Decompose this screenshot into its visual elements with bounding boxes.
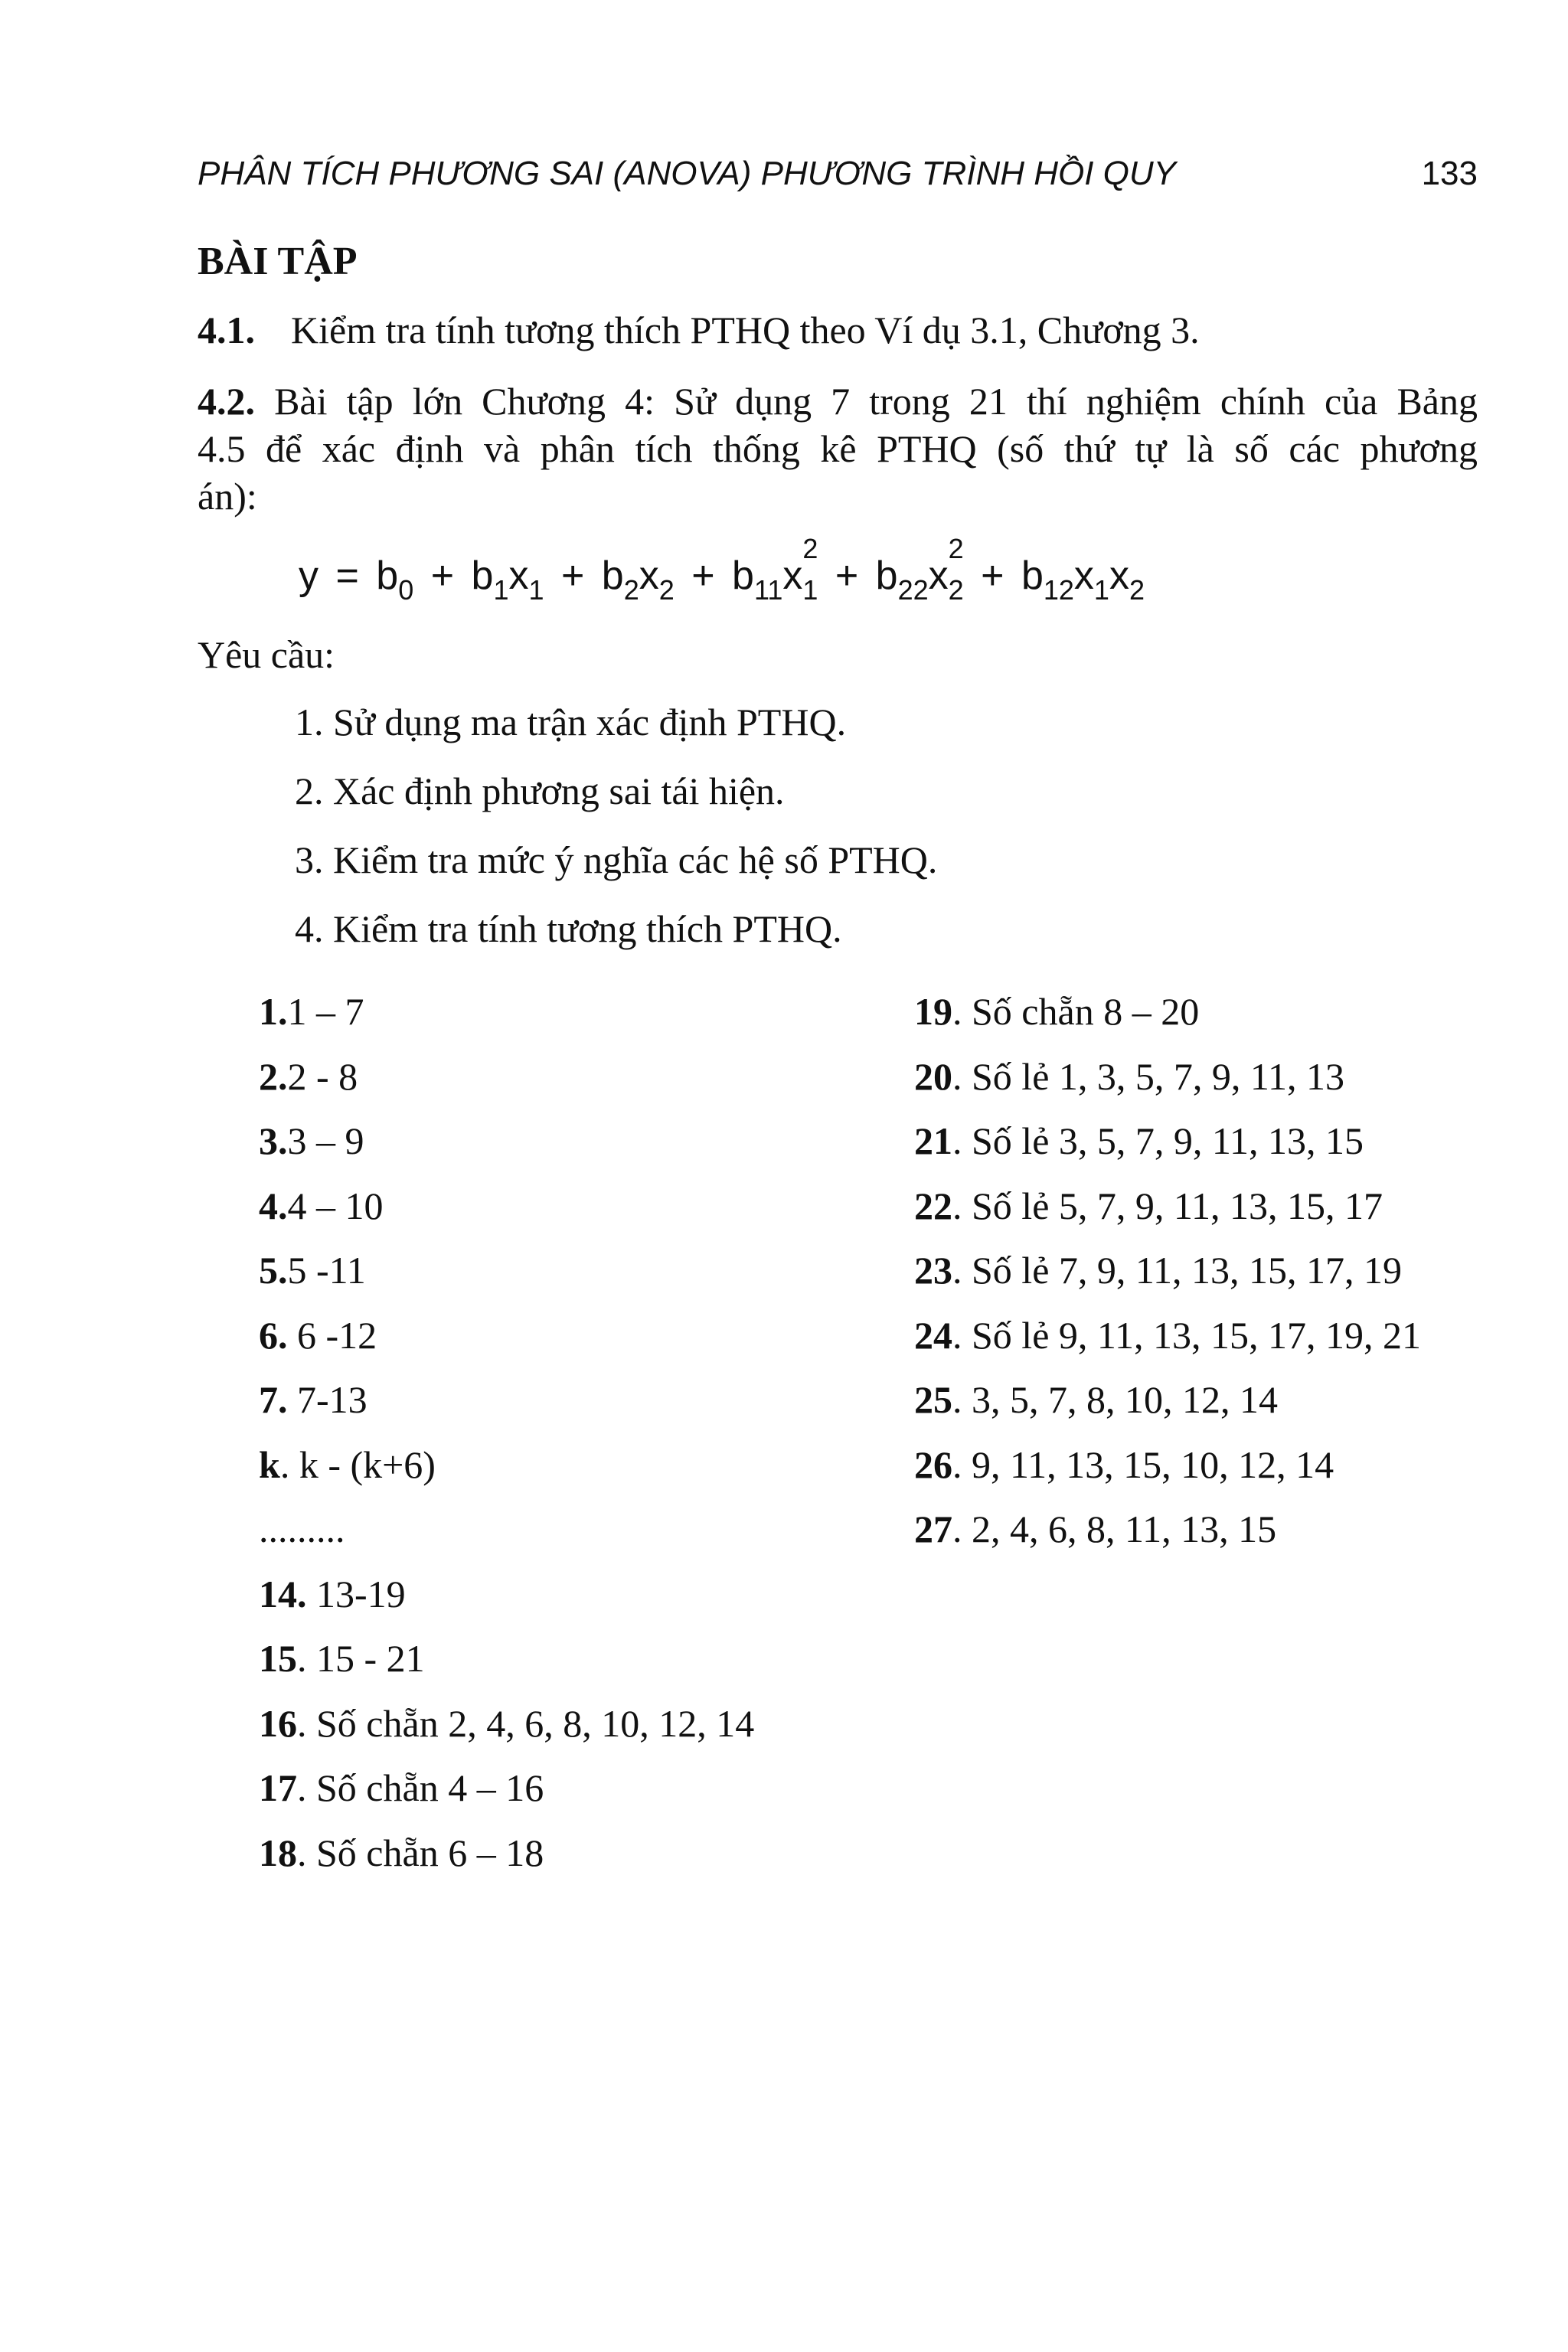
option-number: 25 — [914, 1378, 952, 1421]
formula-b1-sub: 1 — [493, 574, 509, 606]
option-item — [259, 1764, 754, 1829]
option-text: . Số lẻ 9, 11, 13, 15, 17, 19, 21 — [952, 1313, 1422, 1357]
formula-x11: x — [782, 554, 803, 598]
option-item — [259, 1182, 754, 1247]
regression-formula — [299, 533, 1145, 606]
option-number: 3. — [259, 1119, 288, 1162]
option-number: 16 — [259, 1701, 297, 1745]
option-number: 2. — [259, 1054, 288, 1098]
option-number: 18 — [259, 1831, 297, 1874]
formula-b2: b — [601, 554, 624, 598]
option-number: 4. — [259, 1184, 288, 1227]
option-item — [259, 988, 754, 1053]
option-item — [259, 1441, 754, 1506]
option-number: 21 — [914, 1119, 952, 1162]
exercise-number: 4.1. — [198, 309, 255, 351]
option-item — [259, 1117, 754, 1182]
formula-x1-sub: 1 — [528, 574, 544, 606]
exercise-text: Bài tập lớn Chương 4: Sử dụng 7 trong 21 thí nghiệm chính của Bảng — [274, 380, 1478, 423]
option-item — [914, 1246, 1421, 1312]
formula-b0-sub: 0 — [398, 574, 414, 606]
option-text: 6 -12 — [287, 1313, 377, 1357]
requirements-list — [295, 698, 937, 974]
exercise-4-2 — [198, 377, 1478, 520]
formula-equals: = — [335, 554, 359, 598]
option-text: . 9, 11, 13, 15, 10, 12, 14 — [952, 1442, 1334, 1486]
formula-plus: + — [835, 554, 859, 598]
option-number: 19 — [914, 990, 952, 1033]
option-number: 27 — [914, 1508, 952, 1550]
requirements-label: Yêu cầu: — [198, 633, 335, 676]
option-number: 14. — [259, 1572, 307, 1615]
formula-x12b: x — [1109, 554, 1129, 598]
option-text: . 3, 5, 7, 8, 10, 12, 14 — [952, 1378, 1278, 1421]
formula-plus: + — [981, 554, 1004, 598]
option-item — [259, 1700, 754, 1765]
formula-x22-sub: 2 — [948, 574, 964, 606]
option-text: 4 – 10 — [287, 1184, 384, 1227]
option-ellipsis — [259, 1505, 754, 1570]
exercise-text: Kiểm tra tính tương thích PTHQ theo Ví dụ 3.1, Chương 3. — [291, 309, 1200, 351]
formula-x12a: x — [1073, 554, 1094, 598]
option-number: 1. — [259, 990, 288, 1033]
page-number: 133 — [1421, 155, 1478, 192]
formula-x11-sub: 1 — [802, 574, 818, 606]
option-number: 7. — [259, 1378, 288, 1421]
option-number: 17 — [259, 1766, 297, 1809]
option-item — [259, 1570, 754, 1635]
option-item — [914, 1053, 1421, 1118]
formula-b2-sub: 2 — [623, 574, 639, 606]
exercise-number: 4.2. — [198, 380, 255, 423]
option-item — [914, 1117, 1421, 1182]
option-number: 20 — [914, 1054, 952, 1098]
exercise-4-1 — [198, 306, 1499, 354]
option-text: 3 – 9 — [287, 1119, 364, 1162]
option-number: 24 — [914, 1313, 952, 1357]
formula-b0: b — [376, 554, 399, 598]
requirement-item: 4. Kiểm tra tính tương thích PTHQ. — [295, 907, 842, 950]
formula-b11-sub: 11 — [753, 574, 783, 606]
option-text: . Số chẵn 8 – 20 — [952, 990, 1200, 1033]
option-text: . Số lẻ 5, 7, 9, 11, 13, 15, 17 — [952, 1184, 1383, 1227]
formula-x12b-sub: 2 — [1129, 574, 1145, 606]
option-text: . Số chẵn 6 – 18 — [297, 1831, 544, 1874]
formula-b12-sub: 12 — [1043, 574, 1074, 606]
option-text: 2 - 8 — [287, 1054, 358, 1098]
option-text: . Số lẻ 7, 9, 11, 13, 15, 17, 19 — [952, 1249, 1403, 1292]
option-item — [259, 1635, 754, 1700]
option-item — [914, 1312, 1421, 1377]
option-item — [259, 1829, 754, 1894]
running-title: PHÂN TÍCH PHƯƠNG SAI (ANOVA) PHƯƠNG TRÌNH HỒI QUY — [198, 155, 1177, 192]
option-number: 26 — [914, 1442, 952, 1486]
formula-plus: + — [691, 554, 715, 598]
option-item — [259, 1376, 754, 1441]
option-text: . Số lẻ 3, 5, 7, 9, 11, 13, 15 — [952, 1119, 1364, 1162]
formula-plus: + — [560, 554, 585, 598]
option-item — [914, 1505, 1421, 1570]
options-right-column — [914, 988, 1421, 1570]
option-number: 23 — [914, 1249, 952, 1292]
option-text: . Số chẵn 4 – 16 — [297, 1766, 544, 1809]
option-number: 6. — [259, 1313, 288, 1357]
exercise-line-2: 4.5 để xác định và phân tích thống kê PTHQ (số thứ tự là số các phương — [198, 427, 1478, 470]
option-number: 5. — [259, 1249, 288, 1292]
option-text: 1 – 7 — [287, 990, 364, 1033]
formula-plus: + — [430, 554, 455, 598]
option-number: 15 — [259, 1637, 297, 1680]
exercise-line-1 — [198, 377, 1478, 425]
option-text: . k - (k+6) — [279, 1442, 436, 1486]
formula-b22: b — [875, 554, 898, 598]
formula-x12a-sub: 1 — [1093, 574, 1109, 606]
formula-x11-sup: 2 — [802, 533, 818, 564]
option-text: . 2, 4, 6, 8, 11, 13, 15 — [952, 1508, 1277, 1550]
option-item — [914, 1441, 1421, 1506]
option-item — [914, 1376, 1421, 1441]
requirement-item: 3. Kiểm tra mức ý nghĩa các hệ số PTHQ. — [295, 838, 938, 881]
option-text: ......... — [259, 1508, 345, 1550]
formula-x2-sub: 2 — [658, 574, 675, 606]
running-header — [198, 149, 1478, 198]
option-text: 13-19 — [306, 1572, 406, 1615]
exercise-line-3: án): — [198, 475, 257, 518]
option-text: 5 -11 — [287, 1249, 366, 1292]
options-left-column — [259, 988, 754, 1893]
section-title: BÀI TẬP — [198, 240, 358, 283]
formula-x22: x — [928, 554, 949, 598]
formula-x1: x — [508, 554, 529, 598]
formula-b22-sub: 22 — [897, 574, 929, 606]
option-number: k — [259, 1442, 280, 1486]
option-item — [259, 1312, 754, 1377]
option-text: 7-13 — [287, 1378, 368, 1421]
formula-b1: b — [471, 554, 494, 598]
requirement-item: 1. Sử dụng ma trận xác định PTHQ. — [295, 701, 847, 743]
formula-x22-sup: 2 — [948, 533, 964, 564]
formula-b11: b — [732, 554, 754, 598]
option-text: . 15 - 21 — [297, 1637, 425, 1680]
formula-y: y — [299, 554, 318, 598]
formula-x2: x — [639, 554, 659, 598]
option-number: 22 — [914, 1184, 952, 1227]
option-item — [259, 1246, 754, 1312]
requirement-item: 2. Xác định phương sai tái hiện. — [295, 769, 785, 812]
option-item — [914, 988, 1421, 1053]
option-item — [914, 1182, 1421, 1247]
option-item — [259, 1053, 754, 1118]
option-text: . Số lẻ 1, 3, 5, 7, 9, 11, 13 — [952, 1054, 1345, 1098]
formula-b12: b — [1021, 554, 1044, 598]
option-text: . Số chẵn 2, 4, 6, 8, 10, 12, 14 — [297, 1701, 755, 1745]
